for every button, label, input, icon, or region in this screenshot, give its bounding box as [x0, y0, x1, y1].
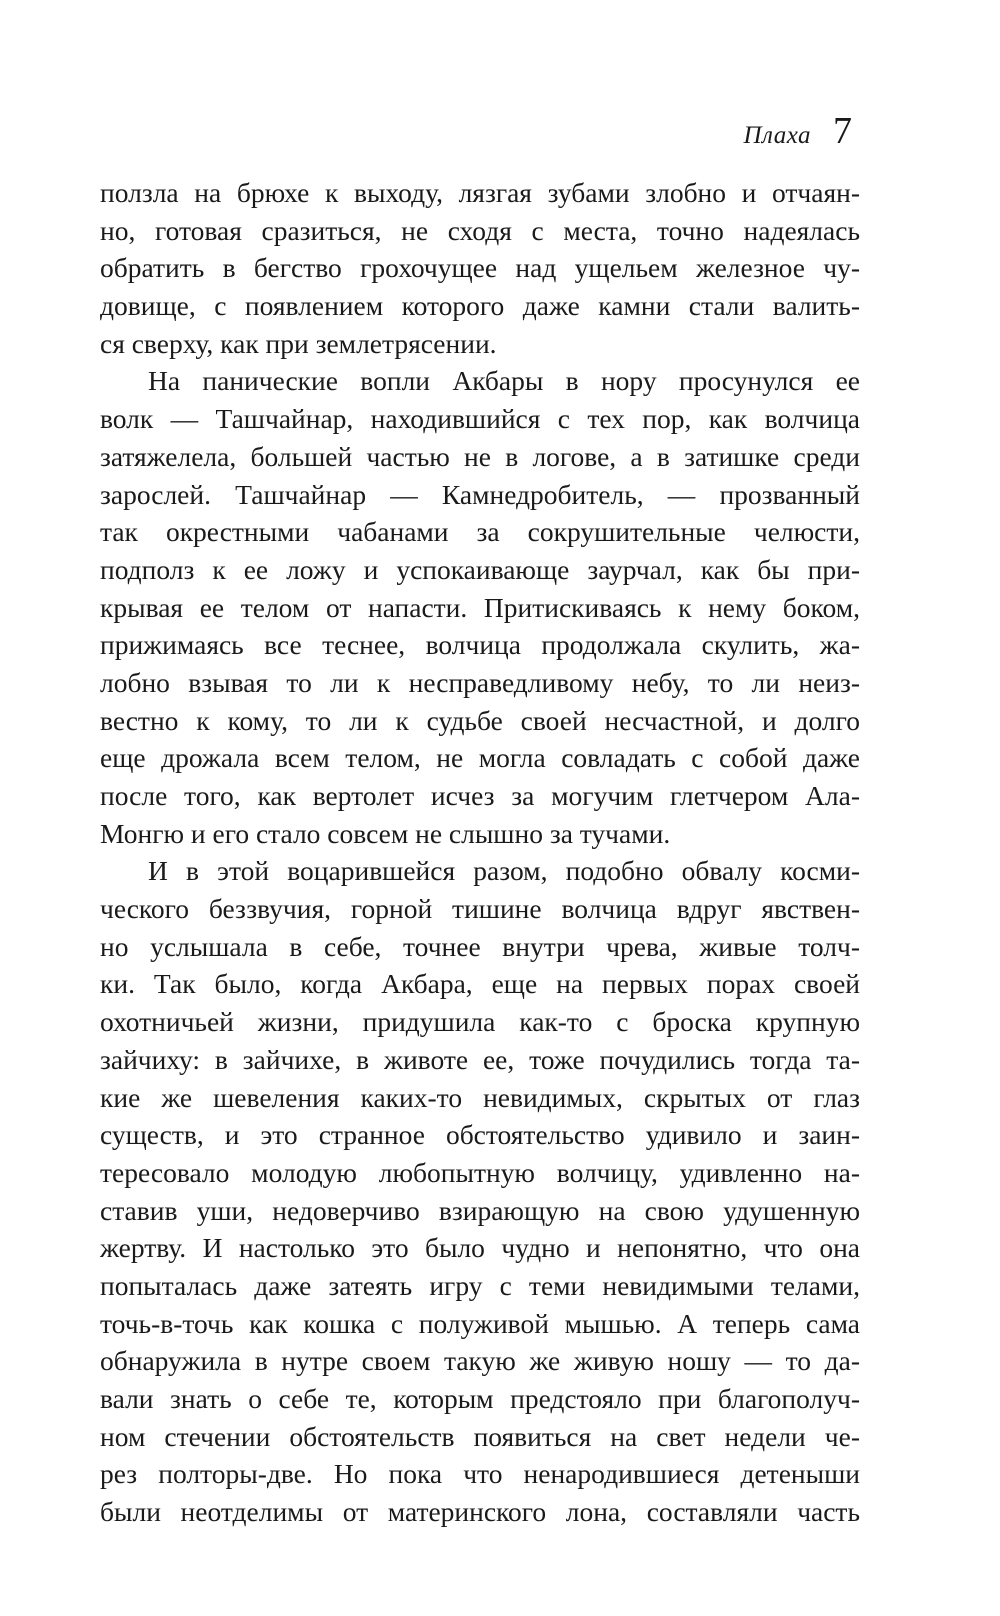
text-line: жертву. И настолько это было чудно и непонятно, что она — [100, 1232, 860, 1264]
text-line: вали знать о себе те, которым предстояло при благополуч- — [100, 1383, 860, 1414]
text-line: зарослей. Ташчайнар — Камнедробитель, — прозванный — [100, 478, 860, 510]
text-line: после того, как вертолет исчез за могучим глетчером Ала- — [100, 780, 860, 811]
text-line: обратить в бегство грохочущее над ущельем железное чу- — [100, 252, 860, 284]
text-line: подполз к ее ложу и успокаивающе заурчал, как бы при- — [100, 553, 860, 585]
text-line: ставив уши, недоверчиво взирающую на свою удушенную — [100, 1194, 860, 1226]
text-line: И в этой воцарившейся разом, подобно обвалу косми- — [148, 855, 860, 887]
text-line: ся сверху, как при землетрясении. — [100, 327, 497, 359]
text-line: попыталась даже затеять игру с теми невидимыми телами, — [100, 1269, 860, 1301]
text-line: зайчиху: в зайчихе, в животе ее, тоже почудились тогда та- — [100, 1043, 860, 1075]
text-line: существ, и это странное обстоятельство удивило и заин- — [100, 1119, 860, 1151]
text-line: обнаружила в нутре своем такую же живую ношу — то да- — [100, 1345, 860, 1377]
running-head — [743, 112, 852, 150]
text-line: охотничьей жизни, придушила как-то с броска крупную — [100, 1006, 860, 1038]
text-line: рез полторы-две. Но пока что ненародившиеся детеныши — [100, 1458, 860, 1490]
paragraph — [100, 362, 860, 852]
page-number: 7 — [833, 110, 852, 152]
text-line: прижимаясь все теснее, волчица продолжала скулить, жа- — [100, 629, 860, 661]
text-line: ползла на брюхе к выходу, лязгая зубами злобно и отчаян- — [100, 177, 860, 208]
body-text — [100, 174, 860, 1531]
text-line: точь-в-точь как кошка с полуживой мышью. А теперь сама — [100, 1307, 860, 1339]
paragraph — [100, 852, 860, 1530]
text-line: тересовало молодую любопытную волчицу, удивленно на- — [100, 1156, 860, 1188]
text-line: лобно взывая то ли к несправедливому небу, то ли неиз- — [100, 666, 860, 698]
text-line: Монгю и его стало совсем не слышно за тучами. — [100, 817, 671, 849]
text-line: вестно к кому, то ли к судьбе своей несчастной, и долго — [100, 704, 860, 736]
running-title: Плаха — [743, 122, 811, 149]
text-line: но, готовая сразиться, не сходя с места, точно надеялась — [100, 214, 860, 246]
text-line: были неотделимы от материнского лона, составляли часть — [100, 1496, 860, 1528]
text-line: На панические вопли Акбары в нору просунулся ее — [148, 365, 860, 397]
text-line: ки. Так было, когда Акбара, еще на первых порах своей — [100, 968, 860, 1000]
text-line: ном стечении обстоятельств появиться на свет недели че- — [100, 1420, 860, 1452]
text-line: но услышала в себе, точнее внутри чрева, живые толч- — [100, 930, 860, 962]
text-line: кие же шевеления каких-то невидимых, скрытых от глаз — [100, 1081, 860, 1113]
text-line: ческого беззвучия, горной тишине волчица вдруг явствен- — [100, 893, 860, 925]
text-line: волк — Ташчайнар, находившийся с тех пор, как волчица — [100, 403, 860, 435]
paragraph — [100, 174, 860, 362]
text-line: довище, с появлением которого даже камни стали валить- — [100, 290, 860, 322]
text-line: крывая ее телом от напасти. Притискиваясь к нему боком, — [100, 591, 860, 623]
text-line: так окрестными чабанами за сокрушительные челюсти, — [100, 516, 860, 548]
text-line: еще дрожала всем телом, не могла совладать с собой даже — [100, 742, 860, 774]
text-line: затяжелела, большей частью не в логове, а в затишке среди — [100, 440, 860, 472]
